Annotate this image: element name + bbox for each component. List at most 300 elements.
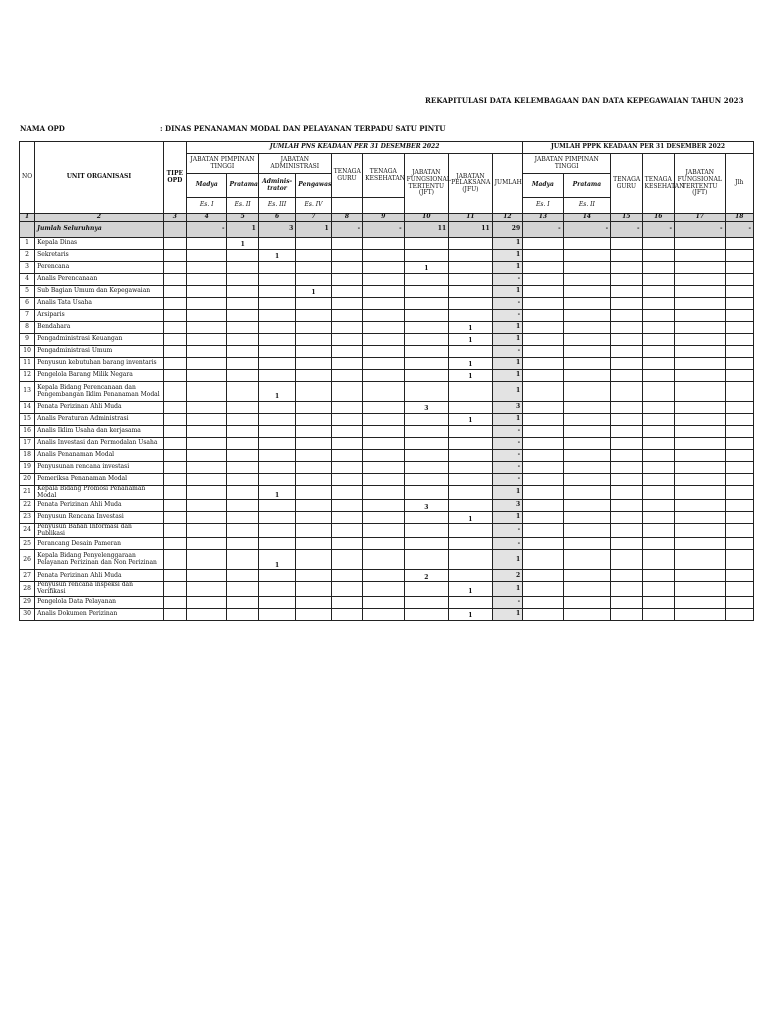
row-pppk-value (642, 358, 674, 370)
row-unit: Pemeriksa Penanaman Modal (35, 474, 164, 486)
row-value (296, 402, 331, 414)
row-tipe (163, 402, 186, 414)
row-pppk-value (563, 438, 611, 450)
row-pppk-value (674, 298, 725, 310)
row-value (404, 426, 449, 438)
row-value (227, 450, 258, 462)
summary-value: 1 (296, 222, 331, 238)
row-value (449, 238, 493, 250)
row-value (187, 274, 227, 286)
row-value (258, 310, 295, 322)
row-pppk-value (563, 262, 611, 274)
row-value (331, 462, 362, 474)
row-pppk-value (725, 382, 753, 402)
row-value (363, 382, 405, 402)
row-pppk-value (642, 322, 674, 334)
row-pppk-value (642, 414, 674, 426)
row-value (331, 538, 362, 550)
row-number: 12 (20, 370, 35, 382)
row-value (227, 414, 258, 426)
row-jumlah: 1 (492, 334, 522, 346)
row-pppk-value (674, 286, 725, 298)
table-row (20, 346, 754, 358)
row-unit: Pengelola Data Pelayanan (35, 596, 164, 608)
column-number: 6 (258, 214, 295, 222)
summary-value: - (642, 222, 674, 238)
row-value (187, 438, 227, 450)
summary-value: - (363, 222, 405, 238)
row-pppk-value (611, 486, 642, 500)
row-value: 1 (258, 550, 295, 570)
table-row (20, 370, 754, 382)
row-number: 6 (20, 298, 35, 310)
row-value (258, 414, 295, 426)
row-unit: Sekretaris (35, 250, 164, 262)
row-value (227, 438, 258, 450)
row-pppk-value (642, 250, 674, 262)
row-value (404, 450, 449, 462)
row-value (331, 298, 362, 310)
row-pppk-value (642, 238, 674, 250)
row-pppk-value (674, 462, 725, 474)
column-number: 15 (611, 214, 642, 222)
table-row (20, 358, 754, 370)
row-value (404, 298, 449, 310)
row-pppk-value (523, 486, 563, 500)
row-value (296, 486, 331, 500)
row-pppk-value (611, 298, 642, 310)
table-row (20, 274, 754, 286)
row-value (187, 238, 227, 250)
row-tipe (163, 570, 186, 582)
row-pppk-value (725, 414, 753, 426)
row-pppk-value (725, 538, 753, 550)
row-value (296, 570, 331, 582)
row-value (331, 486, 362, 500)
row-value (449, 462, 493, 474)
row-pppk-value (725, 512, 753, 524)
column-number: 7 (296, 214, 331, 222)
row-number: 14 (20, 402, 35, 414)
row-value (227, 512, 258, 524)
row-value (296, 414, 331, 426)
row-pppk-value (642, 608, 674, 620)
row-value (296, 310, 331, 322)
row-pppk-value (523, 274, 563, 286)
table-row (20, 382, 754, 402)
row-number: 28 (20, 582, 35, 596)
row-value (187, 322, 227, 334)
row-pppk-value (563, 346, 611, 358)
row-pppk-value (725, 322, 753, 334)
row-unit: Penyusun rencana inspeksi dan Verifikasi (35, 582, 164, 596)
row-value (187, 414, 227, 426)
row-value (363, 274, 405, 286)
row-pppk-value (523, 414, 563, 426)
row-value (296, 538, 331, 550)
row-pppk-value (642, 570, 674, 582)
row-number: 16 (20, 426, 35, 438)
row-number: 13 (20, 382, 35, 402)
row-value (227, 486, 258, 500)
header-tipe: TIPE OPD (163, 142, 186, 214)
table-row (20, 608, 754, 620)
row-pppk-value (725, 462, 753, 474)
row-pppk-value (725, 608, 753, 620)
row-pppk-value (642, 538, 674, 550)
row-number: 20 (20, 474, 35, 486)
row-value: 1 (449, 608, 493, 620)
row-value (296, 450, 331, 462)
row-pppk-value (611, 570, 642, 582)
row-pppk-value (674, 274, 725, 286)
row-tipe (163, 370, 186, 382)
header-eselon-pppk-1: Es. I (523, 198, 563, 214)
row-pppk-value (563, 310, 611, 322)
row-jumlah: - (492, 310, 522, 322)
row-pppk-value (642, 512, 674, 524)
row-pppk-value (563, 358, 611, 370)
row-number: 15 (20, 414, 35, 426)
row-pppk-value (725, 524, 753, 538)
row-number: 9 (20, 334, 35, 346)
row-jumlah: - (492, 298, 522, 310)
row-value (187, 550, 227, 570)
row-value (187, 358, 227, 370)
row-tipe (163, 474, 186, 486)
row-value (331, 570, 362, 582)
row-pppk-value (674, 500, 725, 512)
header-administrator: Adminis-trator (258, 174, 295, 198)
table-row (20, 596, 754, 608)
row-pppk-value (674, 346, 725, 358)
row-value (449, 382, 493, 402)
row-value (258, 438, 295, 450)
column-number: 1 (20, 214, 35, 222)
row-pppk-value (725, 486, 753, 500)
row-number: 26 (20, 550, 35, 570)
row-pppk-value (611, 462, 642, 474)
row-pppk-value (674, 596, 725, 608)
row-value: 1 (258, 382, 295, 402)
row-value (449, 450, 493, 462)
row-value (227, 426, 258, 438)
row-pppk-value (674, 382, 725, 402)
row-jumlah: 1 (492, 286, 522, 298)
row-value (331, 250, 362, 262)
row-value (187, 596, 227, 608)
row-jumlah: 2 (492, 570, 522, 582)
row-value (449, 402, 493, 414)
row-unit: Kepala Dinas (35, 238, 164, 250)
row-jumlah: - (492, 524, 522, 538)
column-number: 11 (449, 214, 493, 222)
row-value (227, 582, 258, 596)
row-pppk-value (642, 426, 674, 438)
row-value (296, 238, 331, 250)
row-value: 1 (449, 334, 493, 346)
row-pppk-value (725, 402, 753, 414)
row-pppk-value (563, 500, 611, 512)
row-value (227, 462, 258, 474)
row-tipe (163, 608, 186, 620)
row-pppk-value (725, 346, 753, 358)
row-tipe (163, 262, 186, 274)
summary-value: 29 (492, 222, 522, 238)
row-pppk-value (611, 310, 642, 322)
row-number: 30 (20, 608, 35, 620)
row-value (187, 538, 227, 550)
row-value (404, 486, 449, 500)
row-value (296, 582, 331, 596)
table-row (20, 334, 754, 346)
row-value (187, 286, 227, 298)
row-value (363, 438, 405, 450)
row-pppk-value (674, 262, 725, 274)
row-unit: Penyusun kebutuhan barang inventaris (35, 358, 164, 370)
table-row (20, 402, 754, 414)
row-value (449, 438, 493, 450)
column-number: 13 (523, 214, 563, 222)
row-value (404, 382, 449, 402)
header-jfu: JABATAN PELAKSANA (JFU) (449, 154, 493, 214)
table-row (20, 262, 754, 274)
row-pppk-value (642, 274, 674, 286)
row-jumlah: 1 (492, 238, 522, 250)
row-pppk-value (642, 500, 674, 512)
header-eselon-pppk-2: Es. II (563, 198, 611, 214)
row-value (258, 402, 295, 414)
row-pppk-value (563, 426, 611, 438)
row-pppk-value (725, 474, 753, 486)
row-pppk-value (642, 262, 674, 274)
row-pppk-value (725, 286, 753, 298)
column-number: 5 (227, 214, 258, 222)
row-value (227, 538, 258, 550)
row-pppk-value (642, 370, 674, 382)
row-pppk-value (523, 570, 563, 582)
row-pppk-value (523, 426, 563, 438)
table-row (20, 474, 754, 486)
header-eselon-1: Es. I (187, 198, 227, 214)
row-value (404, 238, 449, 250)
row-value (258, 524, 295, 538)
row-value (331, 500, 362, 512)
row-tipe (163, 538, 186, 550)
row-value (296, 322, 331, 334)
row-pppk-value (725, 310, 753, 322)
row-unit: Bendahara (35, 322, 164, 334)
row-value (331, 334, 362, 346)
row-value (363, 550, 405, 570)
row-value (449, 500, 493, 512)
row-value (363, 474, 405, 486)
row-value (227, 550, 258, 570)
row-value (404, 582, 449, 596)
row-pppk-value (563, 538, 611, 550)
row-pppk-value (642, 486, 674, 500)
row-value (331, 426, 362, 438)
row-value (227, 322, 258, 334)
table-row (20, 450, 754, 462)
row-value (296, 512, 331, 524)
row-value (258, 570, 295, 582)
row-value (258, 286, 295, 298)
header-pratama: Pratama (227, 174, 258, 198)
row-pppk-value (725, 238, 753, 250)
row-unit: Pengelola Barang Milik Negara (35, 370, 164, 382)
row-tipe (163, 414, 186, 426)
row-value (258, 596, 295, 608)
row-pppk-value (674, 550, 725, 570)
row-value (331, 310, 362, 322)
row-value (331, 450, 362, 462)
row-value (258, 298, 295, 310)
row-tipe (163, 450, 186, 462)
row-pppk-value (674, 524, 725, 538)
row-value (227, 596, 258, 608)
row-number: 4 (20, 274, 35, 286)
row-value (363, 500, 405, 512)
row-value (404, 550, 449, 570)
row-pppk-value (725, 550, 753, 570)
row-value (227, 286, 258, 298)
row-pppk-value (674, 238, 725, 250)
row-unit: Analis Peraturan Administrasi (35, 414, 164, 426)
row-value (296, 596, 331, 608)
table-row (20, 570, 754, 582)
row-pppk-value (523, 474, 563, 486)
table-row (20, 298, 754, 310)
column-number: 16 (642, 214, 674, 222)
row-unit: Pengadministrasi Keuangan (35, 334, 164, 346)
row-jumlah: 1 (492, 486, 522, 500)
column-number: 3 (163, 214, 186, 222)
row-value: 3 (404, 500, 449, 512)
row-pppk-value (611, 334, 642, 346)
row-tipe (163, 438, 186, 450)
row-tipe (163, 382, 186, 402)
header-eselon-4: Es. IV (296, 198, 331, 214)
row-value (449, 310, 493, 322)
table-row (20, 500, 754, 512)
row-value (296, 298, 331, 310)
row-value (187, 334, 227, 346)
row-unit: Analis Dokumen Perizinan (35, 608, 164, 620)
row-value (296, 274, 331, 286)
row-value (227, 358, 258, 370)
column-number: 10 (404, 214, 449, 222)
row-value (331, 512, 362, 524)
row-value (187, 450, 227, 462)
row-unit: Pengadministrasi Umum (35, 346, 164, 358)
summary-value: - (611, 222, 642, 238)
row-value (331, 582, 362, 596)
row-pppk-value (563, 582, 611, 596)
row-pppk-value (563, 250, 611, 262)
row-pppk-value (611, 500, 642, 512)
row-value (187, 426, 227, 438)
row-pppk-value (523, 438, 563, 450)
row-value: 1 (404, 262, 449, 274)
row-pppk-value (523, 582, 563, 596)
column-number: 18 (725, 214, 753, 222)
row-pppk-value (563, 524, 611, 538)
row-number: 21 (20, 486, 35, 500)
row-pppk-value (563, 414, 611, 426)
row-pppk-value (563, 462, 611, 474)
table-row (20, 438, 754, 450)
row-pppk-value (523, 286, 563, 298)
column-number: 17 (674, 214, 725, 222)
row-tipe (163, 358, 186, 370)
row-pppk-value (611, 550, 642, 570)
row-pppk-value (642, 346, 674, 358)
row-pppk-value (523, 334, 563, 346)
header-unit: UNIT ORGANISASI (35, 142, 164, 214)
row-value (187, 500, 227, 512)
table-row (20, 538, 754, 550)
row-value (258, 462, 295, 474)
row-value (449, 474, 493, 486)
row-pppk-value (611, 596, 642, 608)
row-value (404, 310, 449, 322)
row-jumlah: 1 (492, 250, 522, 262)
row-value (331, 262, 362, 274)
row-pppk-value (642, 524, 674, 538)
row-number: 27 (20, 570, 35, 582)
row-value (404, 250, 449, 262)
opd-value: : DINAS PENANAMAN MODAL DAN PELAYANAN TERPADU SATU PINTU (160, 124, 446, 133)
row-unit: Perancang Desain Pameran (35, 538, 164, 550)
header-jft-pppk: JABATAN FUNGSIONAL TERTENTU (JFT) (674, 154, 725, 214)
row-unit: Penyusun Bahan Informasi dan Publikasi (35, 524, 164, 538)
row-number: 7 (20, 310, 35, 322)
row-value (296, 438, 331, 450)
row-pppk-value (611, 474, 642, 486)
row-pppk-value (611, 414, 642, 426)
row-pppk-value (642, 596, 674, 608)
row-pppk-value (563, 298, 611, 310)
row-pppk-value (725, 582, 753, 596)
row-number: 3 (20, 262, 35, 274)
row-value: 1 (296, 286, 331, 298)
row-unit: Penata Perizinan Ahli Muda (35, 402, 164, 414)
row-value (404, 334, 449, 346)
column-number: 12 (492, 214, 522, 222)
row-value (449, 486, 493, 500)
row-jumlah: - (492, 596, 522, 608)
row-value (187, 310, 227, 322)
row-tipe (163, 596, 186, 608)
table-row (20, 524, 754, 538)
row-pppk-value (523, 596, 563, 608)
row-value (363, 512, 405, 524)
row-pppk-value (725, 438, 753, 450)
row-value (296, 550, 331, 570)
row-value (449, 426, 493, 438)
row-value: 1 (449, 512, 493, 524)
row-pppk-value (611, 370, 642, 382)
row-tipe (163, 298, 186, 310)
table-row (20, 414, 754, 426)
row-unit: Penata Perizinan Ahli Muda (35, 500, 164, 512)
row-jumlah: - (492, 462, 522, 474)
row-value (331, 322, 362, 334)
row-tipe (163, 346, 186, 358)
row-value (258, 274, 295, 286)
row-value (449, 286, 493, 298)
